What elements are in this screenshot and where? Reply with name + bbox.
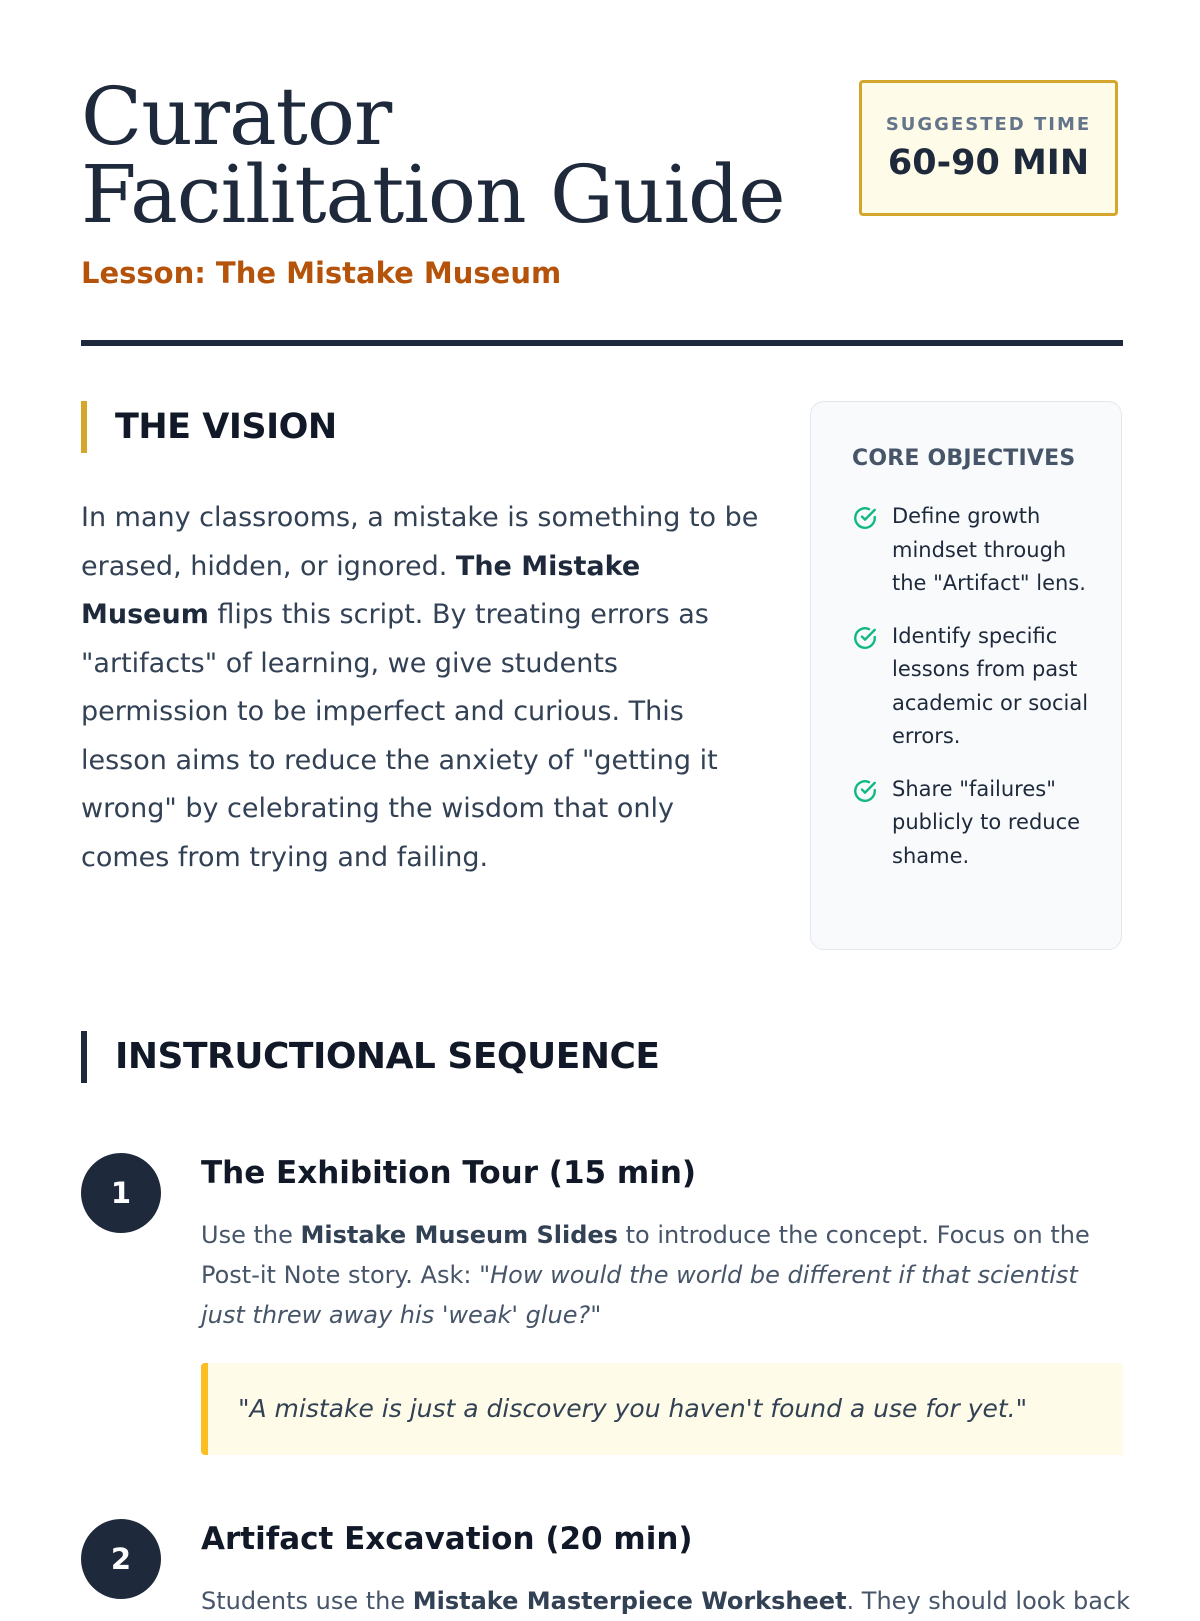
step-number-badge: 1 [81,1153,161,1233]
step-resource-name: Mistake Museum Slides [300,1221,618,1249]
check-circle-icon [852,505,878,531]
lesson-subtitle: Lesson: The Mistake Museum [81,256,562,290]
suggested-time-label: SUGGESTED TIME [885,114,1092,135]
check-circle-icon [852,625,878,651]
objective-item [852,773,1092,874]
vision-text-bold: The Mistake Museum [81,550,641,630]
step-description [201,1581,1131,1621]
vision-text-part-1: In many classrooms, a mistake is something to be erased, hidden, or ignored. [81,502,759,582]
step-text-part-2: to introduce the concept. Focus on the Post-it Note story. Ask: [201,1221,1090,1289]
step-description [201,1215,1101,1335]
vision-paragraph [81,494,761,882]
step-quote: "A mistake is just a discovery you haven't found a use for yet." [201,1363,1123,1455]
vision-heading: THE VISION [81,401,337,453]
objective-text: Identify specific lessons from past academic or social errors. [892,623,1089,748]
check-circle-icon [852,778,878,804]
step-text-part-2: . They should look back [846,1587,1131,1615]
suggested-time-value: 60-90 MIN [887,143,1090,183]
vision-text-part-2: flips this script. By treating errors as "artifacts" of learning, we give students permission to be imperfect and curious. This lesson aims to reduce the anxiety of "getting it wrong" by celebrating the wisdom that only comes from trying and failing. [81,599,718,873]
objective-item [852,500,1092,601]
step-number-badge: 2 [81,1519,161,1599]
step-title: The Exhibition Tour (15 min) [201,1155,697,1191]
sequence-step-2 [81,1519,1131,1615]
step-question: "How would the world be different if that scientist just threw away his 'weak' glue?" [201,1261,1078,1329]
step-title: Artifact Excavation (20 min) [201,1521,693,1557]
sequence-heading: INSTRUCTIONAL SEQUENCE [81,1031,660,1083]
objective-item [852,620,1092,754]
objective-text: Share "failures" publicly to reduce shame. [892,776,1081,868]
step-text-part-1: Students use the [201,1587,413,1615]
step-text-part-1: Use the [201,1221,301,1249]
suggested-time-badge [859,80,1118,216]
core-objectives-title: CORE OBJECTIVES [852,446,1076,471]
objectives-list [852,500,1092,892]
sequence-step-1 [81,1153,1123,1453]
page-title: Curator Facilitation Guide [81,70,785,241]
step-resource-name: Mistake Masterpiece Worksheet [412,1587,847,1615]
header-divider [81,340,1123,346]
objective-text: Define growth mindset through the "Artifact" lens. [892,504,1086,595]
core-objectives-card [810,401,1122,950]
